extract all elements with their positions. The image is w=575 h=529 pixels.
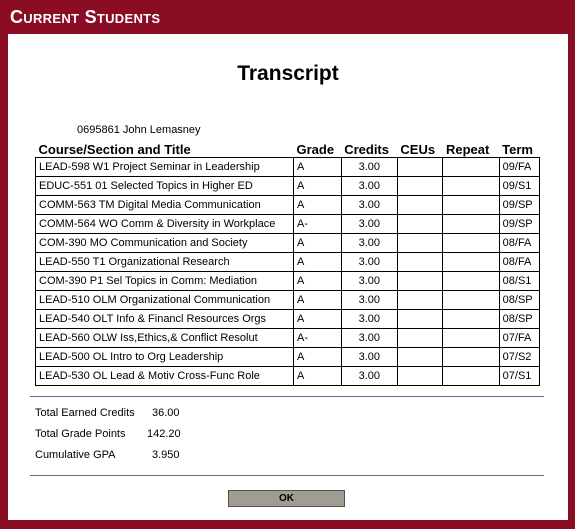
cell-repeat	[443, 367, 499, 386]
cell-credits: 3.00	[341, 196, 397, 215]
cell-grade: A	[294, 291, 342, 310]
cell-grade: A-	[294, 329, 342, 348]
cell-term: 07/S2	[499, 348, 539, 367]
cell-term: 08/FA	[499, 234, 539, 253]
table-row	[36, 215, 540, 234]
cell-ceus	[397, 158, 443, 177]
cell-ceus	[397, 234, 443, 253]
cell-course: COM-390 MO Communication and Society	[36, 234, 294, 253]
header-grade: Grade	[296, 141, 335, 157]
divider-top	[30, 396, 544, 397]
student-id-name: 0695861 John Lemasney	[77, 124, 201, 136]
cell-course: LEAD-500 OL Intro to Org Leadership	[36, 348, 294, 367]
table-row	[36, 234, 540, 253]
table-row	[36, 272, 540, 291]
table-row	[36, 367, 540, 386]
cumulative-gpa-value: 3.950	[152, 449, 180, 461]
divider-bottom	[30, 475, 544, 476]
cell-repeat	[443, 234, 499, 253]
cell-term: 08/S1	[499, 272, 539, 291]
cell-term: 07/FA	[499, 329, 539, 348]
total-grade-points-value: 142.20	[147, 428, 181, 440]
page-title: Transcript	[237, 62, 339, 85]
cell-term: 08/FA	[499, 253, 539, 272]
cell-ceus	[397, 367, 443, 386]
header-course: Course/Section and Title	[38, 141, 191, 157]
table-header-row	[36, 141, 540, 158]
cell-course: LEAD-560 OLW Iss,Ethics,& Conflict Resolut	[36, 329, 294, 348]
cell-repeat	[443, 310, 499, 329]
table-row	[36, 177, 540, 196]
header-ceus: CEUs	[400, 141, 436, 157]
cell-repeat	[443, 329, 499, 348]
app-header-title: Current Students	[10, 7, 161, 27]
cell-credits: 3.00	[341, 291, 397, 310]
cell-course: COM-390 P1 Sel Topics in Comm: Mediation	[36, 272, 294, 291]
table-row	[36, 348, 540, 367]
cell-grade: A	[294, 234, 342, 253]
cell-ceus	[397, 348, 443, 367]
cell-credits: 3.00	[341, 177, 397, 196]
total-grade-points-label: Total Grade Points	[35, 428, 126, 440]
cell-grade: A	[294, 348, 342, 367]
cell-term: 08/SP	[499, 310, 539, 329]
cell-grade: A	[294, 196, 342, 215]
cell-course: LEAD-510 OLM Organizational Communication	[36, 291, 294, 310]
cell-term: 09/FA	[499, 158, 539, 177]
cell-grade: A	[294, 272, 342, 291]
cell-repeat	[443, 215, 499, 234]
cell-term: 08/SP	[499, 291, 539, 310]
cell-grade: A-	[294, 215, 342, 234]
cell-course: COMM-564 WO Comm & Diversity in Workplace	[36, 215, 294, 234]
cell-grade: A	[294, 253, 342, 272]
cell-repeat	[443, 272, 499, 291]
header-term: Term	[502, 141, 533, 157]
cell-ceus	[397, 310, 443, 329]
cell-credits: 3.00	[341, 329, 397, 348]
header-repeat: Repeat	[445, 141, 490, 157]
table-row	[36, 196, 540, 215]
cell-repeat	[443, 291, 499, 310]
cell-repeat	[443, 348, 499, 367]
transcript-table	[35, 141, 540, 386]
cell-grade: A	[294, 177, 342, 196]
cell-term: 09/SP	[499, 196, 539, 215]
table-row	[36, 329, 540, 348]
cell-course: LEAD-540 OLT Info & Financl Resources Orgs	[36, 310, 294, 329]
cell-credits: 3.00	[341, 234, 397, 253]
cell-term: 09/S1	[499, 177, 539, 196]
cell-ceus	[397, 177, 443, 196]
cell-course: EDUC-551 01 Selected Topics in Higher ED	[36, 177, 294, 196]
cell-credits: 3.00	[341, 348, 397, 367]
cell-repeat	[443, 253, 499, 272]
cell-repeat	[443, 196, 499, 215]
cell-repeat	[443, 177, 499, 196]
cumulative-gpa-label: Cumulative GPA	[35, 449, 116, 461]
cell-credits: 3.00	[341, 158, 397, 177]
cell-ceus	[397, 272, 443, 291]
header-credits: Credits	[344, 141, 389, 157]
cell-grade: A	[294, 158, 342, 177]
cell-term: 09/SP	[499, 215, 539, 234]
cell-credits: 3.00	[341, 310, 397, 329]
cell-ceus	[397, 253, 443, 272]
transcript-panel	[8, 34, 568, 520]
cell-ceus	[397, 215, 443, 234]
cell-credits: 3.00	[341, 367, 397, 386]
cell-credits: 3.00	[341, 253, 397, 272]
ok-button[interactable]: OK	[228, 490, 345, 507]
cell-ceus	[397, 196, 443, 215]
cell-course: LEAD-598 W1 Project Seminar in Leadership	[36, 158, 294, 177]
table-row	[36, 253, 540, 272]
cell-credits: 3.00	[341, 272, 397, 291]
cell-term: 07/S1	[499, 367, 539, 386]
cell-ceus	[397, 329, 443, 348]
cell-credits: 3.00	[341, 215, 397, 234]
cell-course: LEAD-530 OL Lead & Motiv Cross-Func Role	[36, 367, 294, 386]
table-row	[36, 158, 540, 177]
cell-course: COMM-563 TM Digital Media Communication	[36, 196, 294, 215]
table-row	[36, 291, 540, 310]
cell-course: LEAD-550 T1 Organizational Research	[36, 253, 294, 272]
cell-ceus	[397, 291, 443, 310]
cell-grade: A	[294, 367, 342, 386]
cell-repeat	[443, 158, 499, 177]
cell-grade: A	[294, 310, 342, 329]
table-row	[36, 310, 540, 329]
total-earned-credits-label: Total Earned Credits	[35, 407, 135, 419]
total-earned-credits-value: 36.00	[152, 407, 180, 419]
